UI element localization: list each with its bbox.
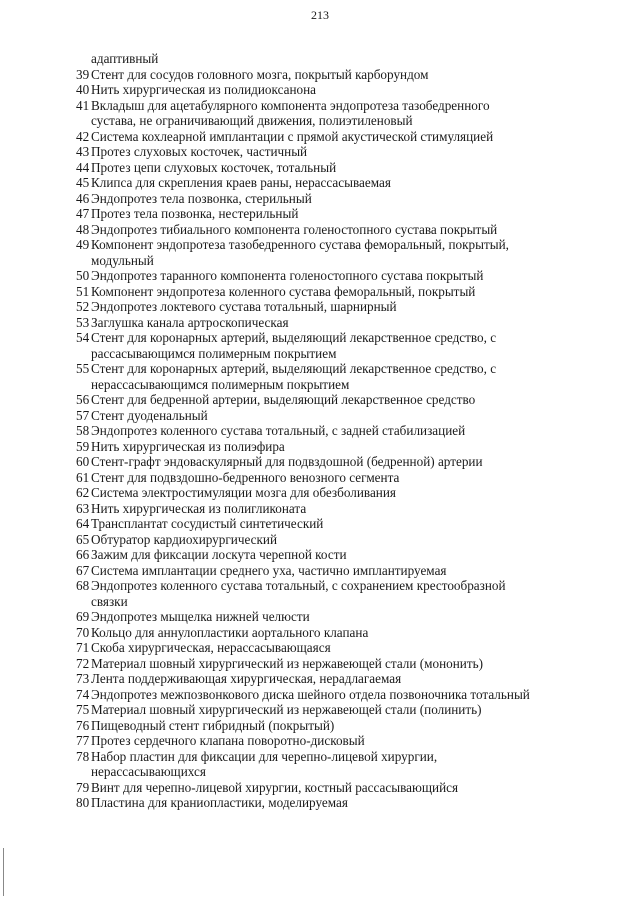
list-item	[0, 795, 640, 811]
item-number: 74	[76, 686, 90, 702]
item-number: 71	[76, 640, 90, 655]
item-number: 54	[76, 330, 90, 345]
scan-edge-line	[3, 848, 4, 896]
list-item	[0, 702, 640, 718]
list-item	[0, 222, 640, 238]
item-text: Стент-графт эндоваскулярный для подвздошной (бедренной) артерии	[91, 454, 483, 469]
list-item	[0, 361, 640, 392]
item-text: Нить хирургическая из полидиоксанона	[91, 82, 317, 97]
list-item	[0, 160, 640, 176]
item-number: 78	[76, 748, 90, 764]
item-number: 68	[76, 578, 90, 593]
list-item	[0, 563, 640, 579]
item-number: 45	[76, 175, 90, 190]
item-text: Нить хирургическая из полигликоната	[91, 500, 307, 516]
item-text: Протез тела позвонка, нестерильный	[91, 206, 299, 221]
item-text: Эндопротез коленного сустава тотальный, с задней стабилизацией	[91, 423, 466, 438]
item-number: 40	[76, 82, 90, 97]
list-item	[0, 501, 640, 517]
item-number: 60	[76, 454, 90, 469]
item-number: 62	[76, 485, 90, 500]
item-text: Стент для подвздошно-бедренного венозного сегмента	[91, 469, 400, 485]
item-number: 67	[76, 562, 90, 578]
item-number: 53	[76, 314, 90, 330]
list-item	[0, 578, 640, 609]
list-item	[0, 299, 640, 315]
item-number: 77	[76, 733, 90, 748]
item-text: Стент для коронарных артерий, выделяющий лекарственное средство, с нерассасывающимся полимерным покрытием	[91, 361, 497, 392]
list-item	[0, 547, 640, 563]
item-number: 48	[76, 221, 90, 237]
item-number: 70	[76, 624, 90, 640]
list-item	[0, 423, 640, 439]
item-text: Пластина для краниопластики, моделируемая	[91, 795, 348, 810]
item-text: Система имплантации среднего уха, частично имплантируемая	[91, 562, 447, 578]
list-item	[0, 191, 640, 207]
list-item	[0, 439, 640, 455]
item-text: Компонент эндопротеза тазобедренного сустава феморальный, покрытый, модульный	[91, 237, 509, 268]
item-number: 52	[76, 299, 90, 314]
list-item	[0, 330, 640, 361]
page-number: 213	[311, 8, 329, 22]
item-text: Стент для коронарных артерий, выделяющий лекарственное средство, с рассасывающимся полимерным покрытием	[91, 330, 497, 361]
continuation-text: адаптивный	[91, 51, 159, 66]
item-text: Набор пластин для фиксации для черепно-лицевой хирургии, нерассасывающихся	[91, 748, 438, 779]
item-number: 79	[76, 779, 90, 795]
list-item	[0, 67, 640, 83]
list-item	[0, 532, 640, 548]
item-number: 57	[76, 407, 90, 423]
list-item	[0, 237, 640, 268]
item-text: Трансплантат сосудистый синтетический	[91, 516, 324, 531]
item-text: Клипса для скрепления краев раны, нерассасываемая	[91, 175, 391, 190]
item-number: 51	[76, 283, 90, 299]
list-item	[0, 671, 640, 687]
list-item	[0, 749, 640, 780]
item-list	[0, 51, 640, 811]
item-text: Эндопротез коленного сустава тотальный, с сохранением крестообразной связки	[91, 578, 506, 609]
list-item	[0, 98, 640, 129]
item-number: 49	[76, 237, 90, 252]
item-text: Эндопротез таранного компонента голеностопного сустава покрытый	[91, 268, 484, 283]
item-number: 72	[76, 655, 90, 671]
item-text: Система электростимуляции мозга для обезболивания	[91, 485, 396, 500]
list-item	[0, 687, 640, 703]
item-text: Пищеводный стент гибридный (покрытый)	[91, 717, 335, 733]
item-number: 55	[76, 361, 90, 376]
item-text: Обтуратор кардиохирургический	[91, 531, 278, 547]
item-text: Эндопротез тела позвонка, стерильный	[91, 190, 312, 206]
item-number: 69	[76, 609, 90, 624]
item-number: 61	[76, 469, 90, 485]
list-item	[0, 718, 640, 734]
item-number: 39	[76, 66, 90, 82]
list-item	[0, 268, 640, 284]
list-item	[0, 485, 640, 501]
item-number: 76	[76, 717, 90, 733]
item-text: Система кохлеарной имплантации с прямой акустической стимуляцией	[91, 128, 494, 144]
list-item	[0, 625, 640, 641]
item-text: Вкладыш для ацетабулярного компонента эндопротеза тазобедренного сустава, не ограничивающий движения, полиэтиленовый	[91, 97, 490, 128]
item-text: Скоба хирургическая, нерассасывающаяся	[91, 640, 331, 655]
item-number: 65	[76, 531, 90, 547]
list-item	[0, 284, 640, 300]
item-number: 46	[76, 190, 90, 206]
list-item	[0, 733, 640, 749]
list-item	[0, 392, 640, 408]
item-text: Заглушка канала артроскопическая	[91, 314, 289, 330]
list-item	[0, 129, 640, 145]
item-text: Эндопротез локтевого сустава тотальный, шарнирный	[91, 299, 397, 314]
item-number: 47	[76, 206, 90, 221]
item-number: 63	[76, 500, 90, 516]
item-text: Протез сердечного клапана поворотно-дисковый	[91, 733, 365, 748]
list-item	[0, 656, 640, 672]
item-text: Нить хирургическая из полиэфира	[91, 438, 285, 454]
item-text: Материал шовный хирургический из нержавеющей стали (полинить)	[91, 702, 482, 717]
item-text: Кольцо для аннулопластики аортального клапана	[91, 624, 369, 640]
item-number: 73	[76, 671, 90, 686]
list-item	[0, 315, 640, 331]
item-number: 66	[76, 547, 90, 562]
item-number: 58	[76, 423, 90, 438]
list-item	[0, 780, 640, 796]
list-item	[0, 175, 640, 191]
item-text: Эндопротез мыщелка нижней челюсти	[91, 609, 310, 624]
list-item	[0, 609, 640, 625]
item-text: Эндопротез тибиального компонента голеностопного сустава покрытый	[91, 221, 498, 237]
item-text: Стент дуоденальный	[91, 407, 208, 423]
item-text: Зажим для фиксации лоскута черепной кости	[91, 547, 347, 562]
item-number: 43	[76, 144, 90, 159]
list-item	[0, 408, 640, 424]
item-number: 50	[76, 268, 90, 283]
list-item	[0, 206, 640, 222]
item-number: 80	[76, 795, 90, 810]
item-number: 75	[76, 702, 90, 717]
item-text: Протез слуховых косточек, частичный	[91, 144, 308, 159]
item-text: Винт для черепно-лицевой хирургии, костный рассасывающийся	[91, 779, 459, 795]
list-item	[0, 640, 640, 656]
list-item	[0, 82, 640, 98]
item-number: 56	[76, 392, 90, 407]
item-text: Эндопротез межпозвонкового диска шейного отдела позвоночника тотальный	[91, 686, 530, 702]
list-item	[0, 454, 640, 470]
item-text: Стент для бедренной артерии, выделяющий лекарственное средство	[91, 392, 476, 407]
item-number: 42	[76, 128, 90, 144]
item-text: Материал шовный хирургический из нержавеющей стали (мононить)	[91, 655, 484, 671]
item-number: 59	[76, 438, 90, 454]
continuation-row	[0, 51, 640, 67]
item-text: Лента поддерживающая хирургическая, нерадлагаемая	[91, 671, 402, 686]
list-item	[0, 516, 640, 532]
list-item	[0, 470, 640, 486]
item-number: 44	[76, 159, 90, 175]
item-text: Протез цепи слуховых косточек, тотальный	[91, 159, 337, 175]
item-text: Компонент эндопротеза коленного сустава феморальный, покрытый	[91, 283, 476, 299]
item-text: Стент для сосудов головного мозга, покрытый карборундом	[91, 66, 429, 82]
item-number: 64	[76, 516, 90, 531]
item-number: 41	[76, 97, 90, 113]
list-item	[0, 144, 640, 160]
